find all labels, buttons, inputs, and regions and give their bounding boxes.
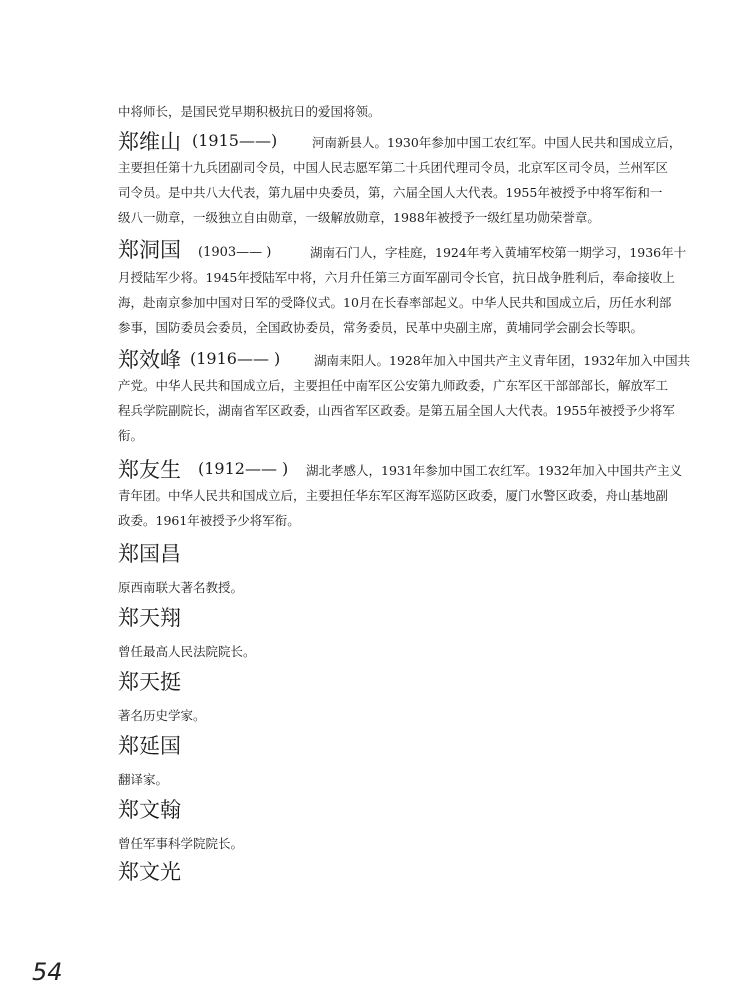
- entry-text-line: 主要担任第十九兵团副司令员，中国人民志愿军第二十兵团代理司令员，北京军区司令员，兰州军区: [118, 160, 669, 175]
- entry-years: (1903—— ): [198, 245, 272, 260]
- entry-years: (1916—— ): [190, 349, 281, 368]
- entry-text-line: 湖北孝感人，1931年参加中国工农红军。1932年加入中国共产主义: [306, 463, 683, 478]
- continuation-text: 中将师长，是国民党早期积极抗日的爱国将领。: [118, 104, 381, 119]
- entry-text-line: 翻译家。: [118, 772, 169, 787]
- entry-name: 郑天挺: [118, 670, 181, 694]
- entry-text-line: 程兵学院副院长，湖南省军区政委，山西省军区政委。是第五届全国人大代表。1955年被授予少将军: [118, 403, 675, 418]
- entry-text-line: 湖南耒阳人。1928年加入中国共产主义青年团，1932年加入中国共: [314, 353, 691, 368]
- entry-text-line: 司令员。是中共八大代表，第九届中央委员，第，六届全国人大代表。1955年被授予中将军衔和一: [118, 185, 663, 200]
- entry-text-line: 青年团。中华人民共和国成立后，主要担任华东军区海军巡防区政委，厦门水警区政委，舟山基地副: [118, 488, 669, 503]
- entry-text-line: 湖南石门人，字桂庭，1924年考入黄埔军校第一期学习，1936年十: [310, 245, 687, 260]
- entry-name: 郑友生: [118, 458, 181, 482]
- entry-text-line: 月授陆军少将。1945年授陆军中将，六月升任第三方面军副司令长官，抗日战争胜利后，奉命接收上: [118, 270, 675, 285]
- entry-text-line: 原西南联大著名教授。: [118, 580, 244, 595]
- entry-name: 郑国昌: [118, 542, 181, 566]
- page-number: 54: [32, 958, 63, 986]
- entry-text-line: 曾任最高人民法院院长。: [118, 644, 256, 659]
- entry-text-line: 产党。中华人民共和国成立后，主要担任中南军区公安第九师政委，广东军区干部部部长，解放军工: [118, 378, 669, 393]
- entry-text-line: 海，赴南京参加中国对日军的受降仪式。10月在长春率部起义。中华人民共和国成立后，历任水利部: [118, 295, 672, 310]
- entry-text-line: 级八一勋章，一级独立自由勋章，一级解放勋章，1988年被授予一级红星功勋荣誉章。: [118, 210, 600, 225]
- entry-name: 郑洞国: [118, 238, 181, 262]
- entry-text-line: 河南新县人。1930年参加中国工农红军。中国人民共和国成立后，: [312, 135, 682, 150]
- entry-years: (1912—— ): [198, 459, 289, 478]
- entry-name: 郑天翔: [118, 606, 181, 630]
- entry-text-line: 衔。: [118, 428, 144, 443]
- entry-text-line: 曾任军事科学院院长。: [118, 836, 244, 851]
- entry-name: 郑文光: [118, 860, 181, 884]
- entry-text-line: 参事，国防委员会委员，全国政协委员，常务委员，民革中央副主席，黄埔同学会副会长等职。: [118, 320, 644, 335]
- entry-text-line: 政委。1961年被授予少将军衔。: [118, 513, 300, 528]
- entry-text-line: 著名历史学家。: [118, 708, 206, 723]
- entry-name: 郑延国: [118, 734, 181, 758]
- entry-years: (1915——): [192, 131, 278, 150]
- entry-name: 郑维山: [118, 130, 181, 154]
- entry-name: 郑效峰: [118, 348, 181, 372]
- entry-name: 郑文翰: [118, 798, 181, 822]
